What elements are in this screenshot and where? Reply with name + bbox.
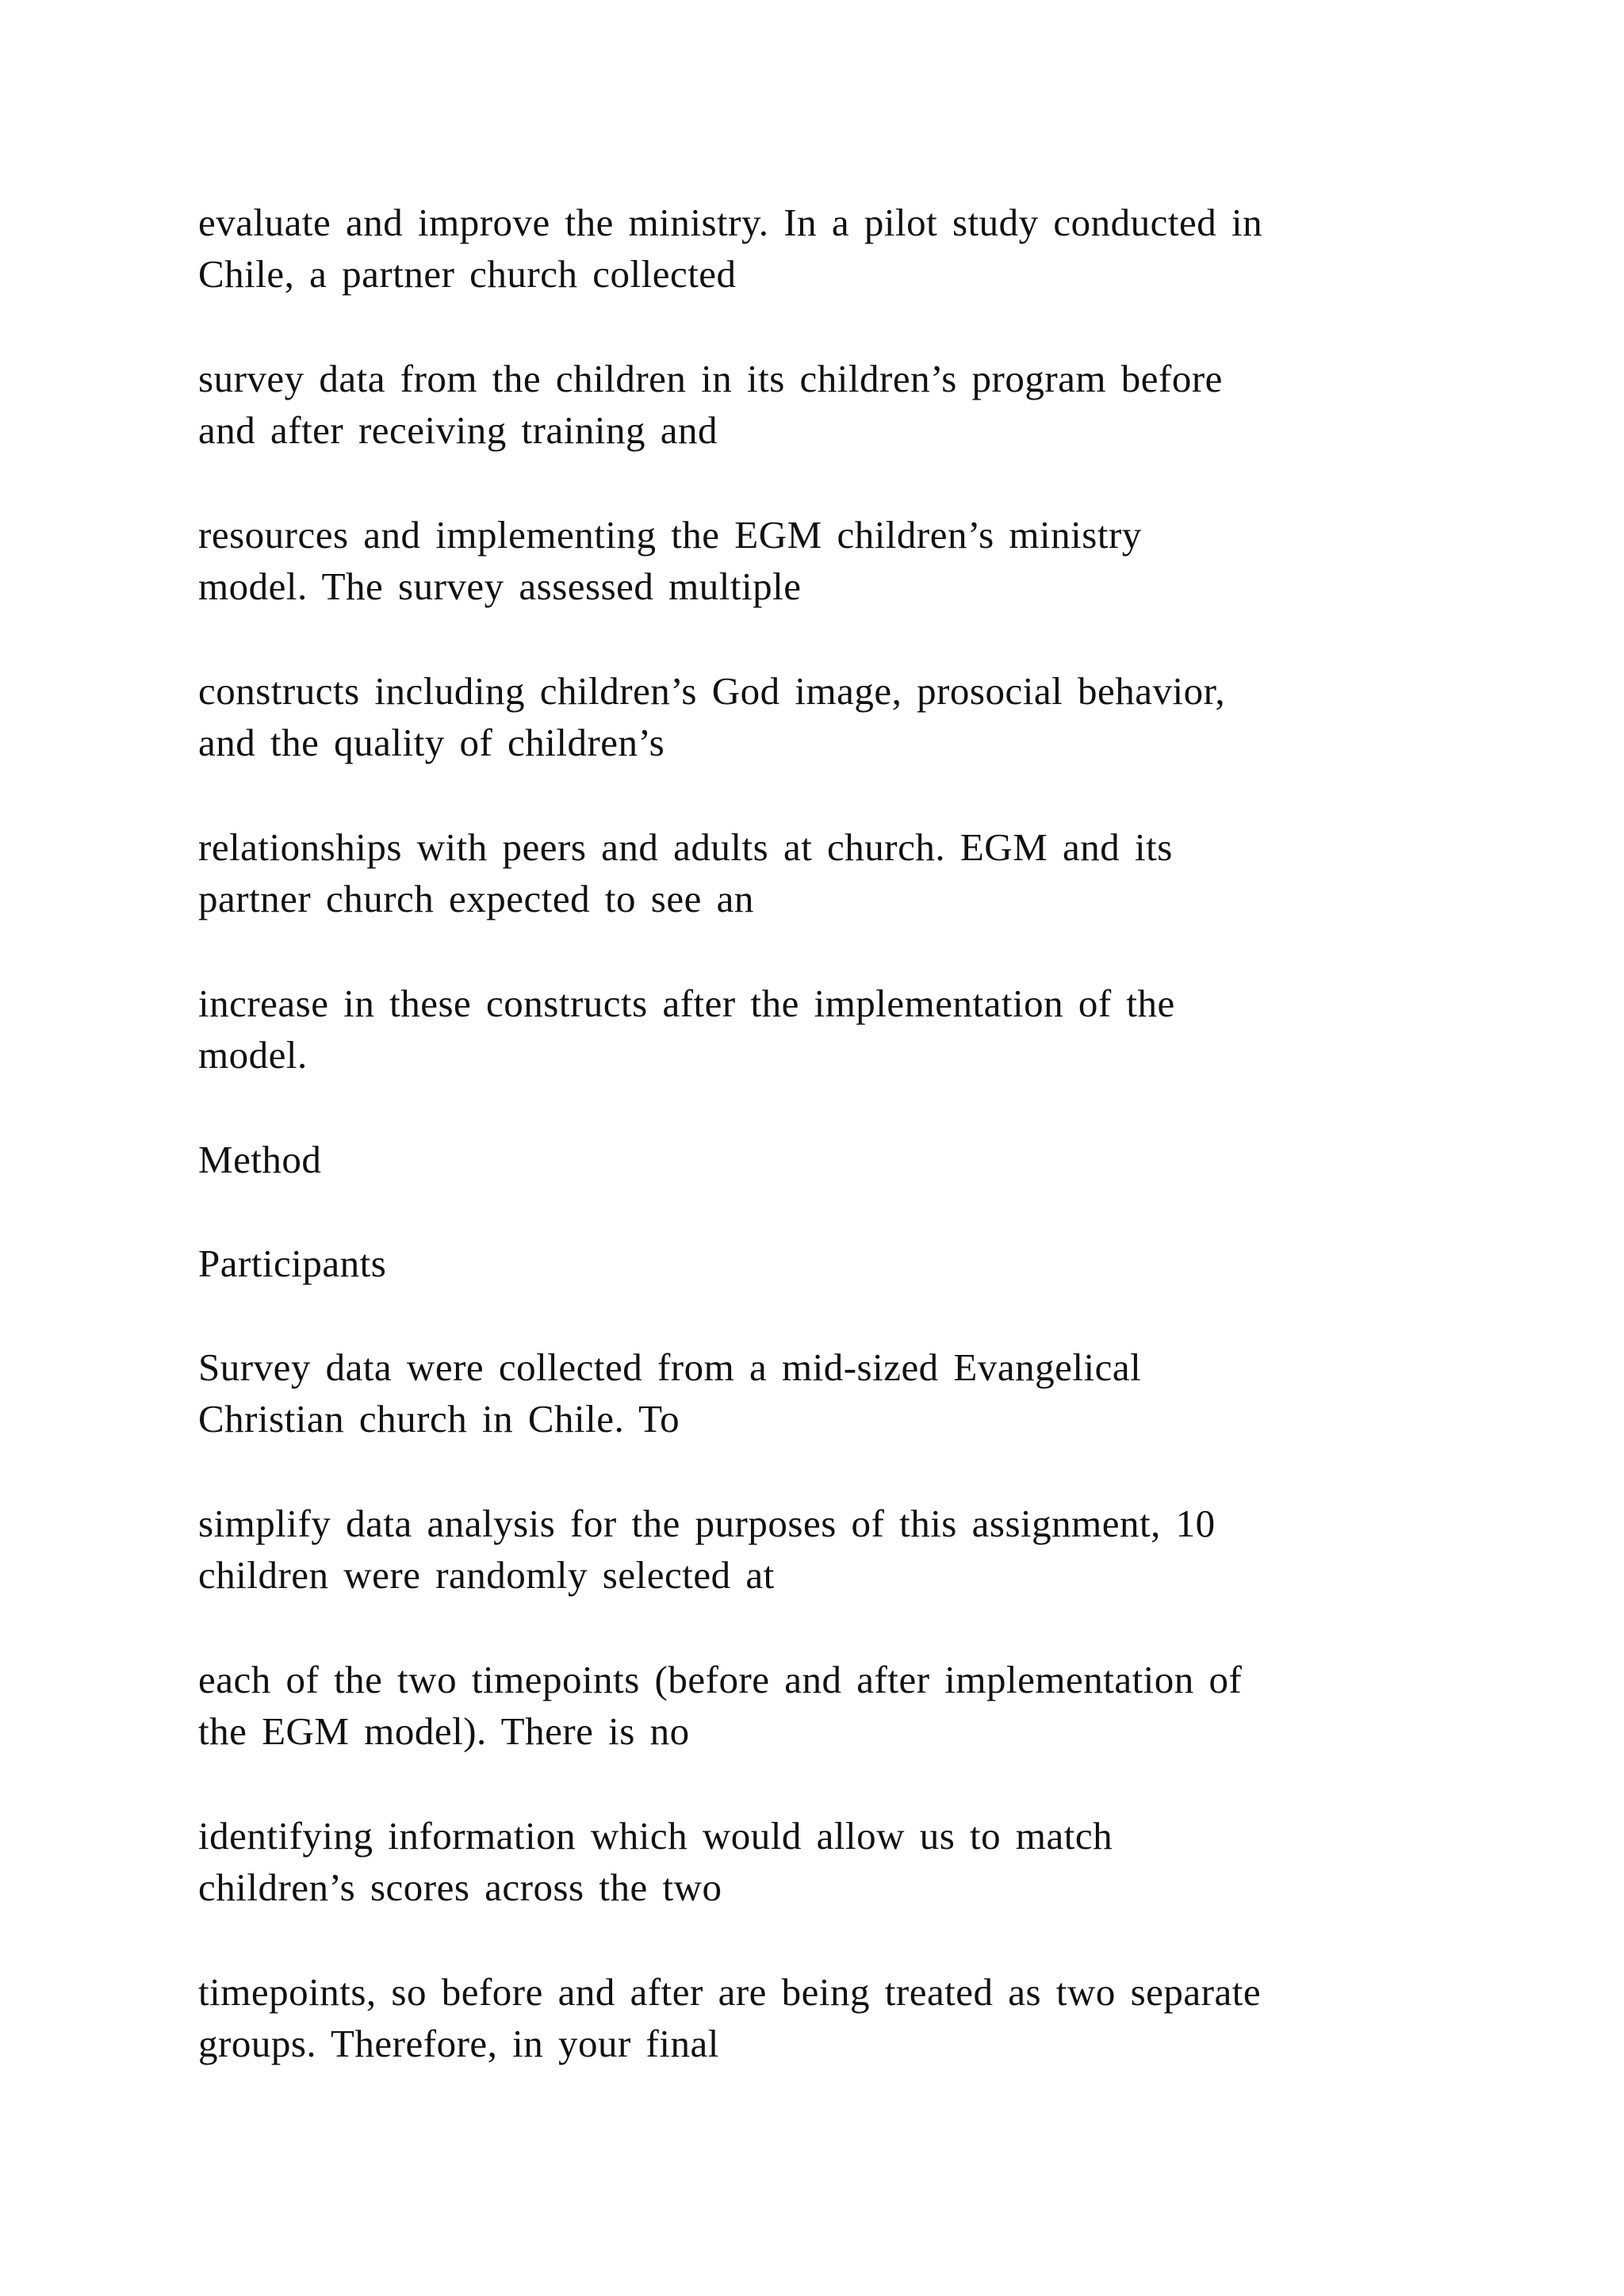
text-line: Chile, a partner church collected — [198, 252, 737, 296]
section-heading-method: Method — [198, 1138, 322, 1181]
text-line: each of the two timepoints (before and after implementation of — [198, 1658, 1243, 1701]
text-line: Survey data were collected from a mid-sized Evangelical — [198, 1345, 1142, 1389]
text-line: children’s scores across the two — [198, 1866, 722, 1909]
text-line: survey data from the children in its children’s program before — [198, 357, 1223, 400]
text-line: constructs including children’s God image, prosocial behavior, — [198, 669, 1226, 713]
text-line: groups. Therefore, in your final — [198, 2022, 719, 2065]
text-line: timepoints, so before and after are being treated as two separate — [198, 1970, 1262, 2014]
text-line: simplify data analysis for the purposes of this assignment, 10 — [198, 1502, 1216, 1545]
text-line: model. The survey assessed multiple — [198, 564, 802, 608]
section-heading-participants: Participants — [198, 1242, 387, 1285]
text-line: relationships with peers and adults at church. EGM and its — [198, 825, 1173, 869]
text-line: Christian church in Chile. To — [198, 1397, 680, 1441]
text-line: evaluate and improve the ministry. In a pilot study conducted in — [198, 201, 1263, 244]
text-line: identifying information which would allow us to match — [198, 1814, 1113, 1858]
text-line: increase in these constructs after the implementation of the — [198, 982, 1175, 1025]
text-line: model. — [198, 1033, 308, 1077]
text-line: resources and implementing the EGM children’s ministry — [198, 513, 1142, 557]
text-line: and after receiving training and — [198, 408, 718, 452]
text-line: children were randomly selected at — [198, 1553, 775, 1597]
text-line: partner church expected to see an — [198, 877, 754, 920]
text-line: and the quality of children’s — [198, 721, 665, 764]
text-line: the EGM model). There is no — [198, 1709, 690, 1753]
